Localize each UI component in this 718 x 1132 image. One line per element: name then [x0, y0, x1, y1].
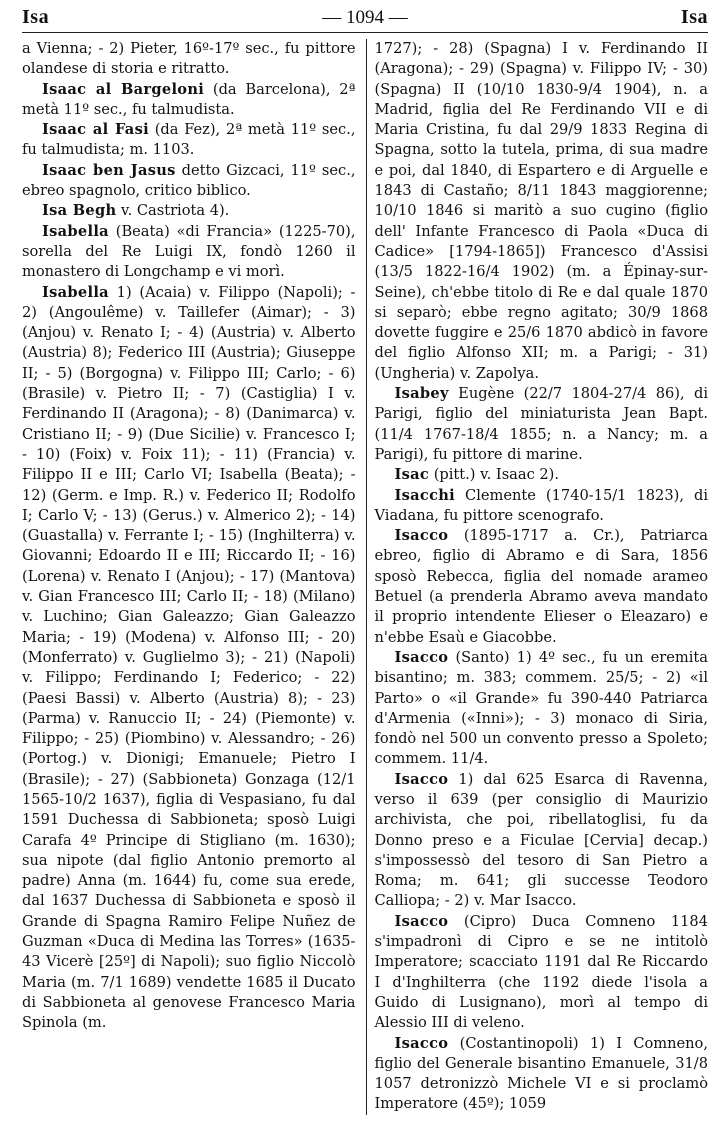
header-left-headword: Isa: [22, 6, 50, 28]
entry-text: detto Gizcaci, 11º sec., ebreo spagnolo, critico biblico.: [22, 161, 356, 200]
entry: [375, 486, 709, 527]
entry: [22, 161, 356, 202]
page-number: — 1094 —: [322, 7, 408, 28]
entry-text: v. Castriota 4).: [116, 202, 230, 220]
entry-text: (Beata) «di Francia» (1225-70), sorella del Re Luigi IX, fondò 1260 il monastero di Longchamp e vi morì.: [22, 222, 356, 281]
entry: [22, 80, 356, 121]
right-column: [366, 39, 709, 1115]
entry-headword: Isaac al Fasi: [42, 121, 149, 139]
header-right-headword: Isa: [680, 6, 708, 28]
entry: [22, 39, 356, 80]
entry: [375, 770, 709, 912]
entry: [375, 465, 709, 485]
entry-text: (da Fez), 2ª metà 11º sec., fu talmudista; m. 1103.: [22, 121, 356, 159]
entry-headword: Isacco: [394, 527, 449, 545]
entry: [22, 283, 356, 1034]
entry-text: 1727); - 28) (Spagna) I v. Ferdinando II (Aragona); - 29) (Spagna) v. Filippo IV; - 30) (Spagna) II (10/10 1830-9/4 1904), n. a Madrid, figlia del Re Ferdinando VII e di Maria Cristina, fu dal 29/9 1833 Regina di Spagna, sotto la tutela, prima, di sua madre e poi, dal 1840, di Espartero e di Arguelle e 1843 di Castaño; 8/11 1843 maggiorenne; 10/10 1846 si maritò a suo cugino (figlio dell' Infante Francesco di Paola «Duca di Cadice» [1794-1865]) Francesco d'Assisi (13/5 1822-16/4 1902) (m. a Épinay-sur-Seine), ch'ebbe titolo di Re e dal quale 1870 si separò; ebbe regno agitato; 30/9 1868 dovette fuggire e 25/6 1870 abdicò in favore del figlio Alfonso XII; m. a Parigi; - 31) (Ungheria) v. Zapolya.: [374, 40, 708, 382]
entry: [375, 384, 709, 465]
entry-text: (Costantinopoli) 1) I Comneno, figlio del Generale bisantino Emanuele, 31/8 1057 detronizzò Michele VI e si proclamò Imperatore (45º); 1059: [374, 1034, 708, 1113]
entry: [375, 912, 709, 1034]
entry-text: Eugène (22/7 1804-27/4 86), di Parigi, figlio del miniaturista Jean Bapt. (11/4 1767-18/4 1855; n. a Nancy; m. a Parigi), fu pittore di marine.: [374, 385, 708, 463]
page-header: [22, 6, 708, 32]
entry-headword: Isa Begh: [42, 202, 117, 220]
left-column: [22, 39, 356, 1115]
entry-headword: Isac: [394, 466, 430, 484]
entry-headword: Isaac al Bargeloni: [42, 80, 205, 98]
text-columns: [22, 39, 708, 1115]
entry-text: a Vienna; - 2) Pieter, 16º-17º sec., fu pittore olandese di storia e ritratto.: [22, 40, 356, 78]
entry-text: (1895-1717 a. Cr.), Patriarca ebreo, figlio di Abramo e di Sara, 1856 sposò Rebecca, figlia del nomade arameo Betuel (a prenderla Abramo aveva mandato il proprio intendente Elieser o Eleazaro) e n'ebbe Esaù e Giacobbe.: [374, 527, 708, 646]
entry-text: (Cipro) Duca Comneno 1184 s'impadronì di Cipro e se ne intitolò Imperatore; scacciato 1191 dal Re Riccardo I d'Inghilterra (che 1192 diede l'isola a Guido di Lusignano), morì al tempo di Alessio III di veleno.: [374, 912, 708, 1032]
entry-headword: Isacchi: [394, 486, 456, 504]
entry-headword: Isabella: [42, 283, 109, 301]
entry-text: (pitt.) v. Isaac 2).: [429, 466, 560, 484]
entry-headword: Isacco: [394, 648, 449, 666]
entry-text: 1) (Acaia) v. Filippo (Napoli); - 2) (Angoulême) v. Taillefer (Aimar); - 3) (Anjou) v. Renato I; - 4) (Austria) v. Alberto (Austria) 8); Federico III (Austria); Giuseppe II; - 5) (Borgogna) v. Filippo III; Carlo; - 6) (Brasile) v. Pietro II; - 7) (Castiglia) I v. Ferdinando II (Aragona); - 8) (Danimarca) v. Cristiano II; - 9) (Due Sicilie) v. Francesco I; - 10) (Foix) v. Foix 11); - 11) (Francia) v. Filippo II e III; Carlo VI; Isabella (Beata); - 12) (Germ. e Imp. R.) v. Federico II; Rodolfo I; Carlo V; - 13) (Gerus.) v. Almerico 2); - 14) (Guastalla) v. Ferrante I; - 15) (Inghilterra) v. Giovanni; Edoardo II e III; Riccardo II; - 16) (Lorena) v. Renato I (Anjou); - 17) (Mantova) v. Gian Francesco III; Carlo II; - 18) (Milano) v. Luchino; Gian Galeazzo; Gian Galeazzo Maria; - 19) (Modena) v. Alfonso III; - 20) (Monferrato) v. Guglielmo 3); - 21) (Napoli) v. Filippo; Ferdinando I; Federico; - 22) (Paesi Bassi) v. Alberto (Austria) 8); - 23) (Parma) v. Ranuccio II; - 24) (Piemonte) v. Filippo; - 25) (Piombino) v. Alessandro; - 26) (Portog.) v. Dionigi; Emanuele; Pietro I (Brasile); - 27) (Sabbioneta) Gonzaga (12/1 1565-10/2 1637), figlia di Vespasiano, fu dal 1591 Duchessa di Sabbioneta; sposò Luigi Carafa 4º Principe di Stigliano (m. 1630); sua nipote (dal figlio Antonio premorto al padre) Anna (m. 1644) fu, come sua erede, dal 1637 Duchessa di Sabbioneta e sposò il Grande di Spagna Ramiro Felipe Nuñez de Guzman «Duca di Medina las Torres» (1635-43 Vicerè [25º] di Napoli); suo figlio Niccolò Maria (m. 7/1 1689) vendette 1685 il Ducato di Sabbioneta al genovese Francesco Maria Spinola (m.: [22, 283, 356, 1032]
entry-text: Clemente (1740-15/1 1823), di Viadana, fu pittore scenografo.: [374, 486, 708, 524]
entry: [375, 526, 709, 648]
entry-text: (da Barcelona), 2ª metà 11º sec., fu talmudista.: [22, 80, 356, 118]
entry-headword: Isabella: [42, 222, 109, 240]
header-rule: [22, 32, 708, 33]
entry-headword: Isacco: [394, 1034, 449, 1052]
entry: [375, 1034, 709, 1115]
entry: [22, 222, 356, 283]
entry: [375, 648, 709, 770]
entry-headword: Isacco: [394, 912, 449, 930]
entry-text: 1) dal 625 Esarca di Ravenna, verso il 639 (per consiglio di Maurizio archivista, che poi, ribellatoglisi, fu da Donno preso e a Ficulae [Cervia] decap.) s'impossessò del tesoro di San Pietro a Roma; m. 641; gli successe Teodoro Calliopa; - 2) v. Mar Isacco.: [374, 770, 708, 910]
entry-text: (Santo) 1) 4º sec., fu un eremita bisantino; m. 383; commem. 25/5; - 2) «il Parto» o «il Grande» fu 390-440 Patriarca d'Armenia («Inni»); - 3) monaco di Siria, fondò nel 500 un convento presso a Spoleto; commem. 11/4.: [374, 648, 708, 768]
entry: [22, 120, 356, 161]
entry: [22, 201, 356, 221]
entry-headword: Isaac ben Jasus: [42, 161, 176, 179]
entry: [375, 39, 709, 384]
entry-headword: Isacco: [394, 770, 449, 788]
entry-headword: Isabey: [394, 385, 449, 403]
